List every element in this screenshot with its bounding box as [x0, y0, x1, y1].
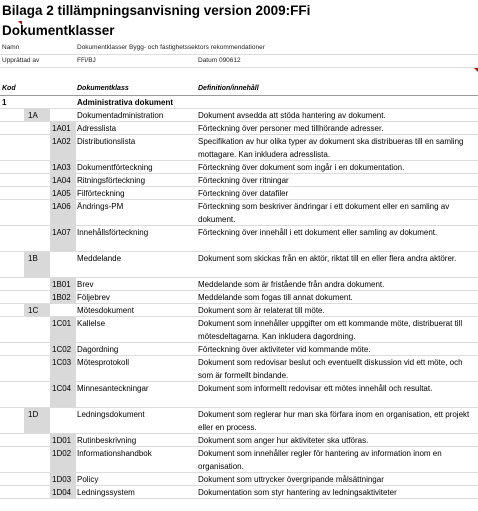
cell-class-code: 1A01 — [52, 124, 71, 133]
meta-row-name — [0, 42, 478, 55]
cell-subgroup-code — [28, 317, 48, 342]
cell-subgroup-code — [28, 135, 48, 160]
document-subtitle: Dokumentklasser — [2, 23, 115, 38]
table-row — [0, 226, 478, 252]
cell-dokumentklass: Administrativa dokument — [77, 98, 174, 107]
meta-author-label: Upprättad av — [2, 57, 40, 64]
cell-dokumentklass: Innehållsförteckning — [77, 228, 149, 237]
cell-class-code: 1C04 — [52, 384, 72, 393]
cell-kod — [2, 447, 24, 472]
cell-subgroup-code — [28, 486, 48, 498]
cell-definition — [198, 96, 476, 108]
table-row — [0, 174, 478, 187]
cell-kod — [2, 122, 24, 134]
cell-class-code: 1A07 — [52, 228, 71, 237]
table-row — [0, 408, 478, 434]
cell-dokumentklass: Minnesanteckningar — [77, 384, 149, 393]
cell-dokumentklass: Adresslista — [77, 124, 117, 133]
cell-dokumentklass: Policy — [77, 475, 99, 484]
cell-subgroup-code — [28, 291, 48, 303]
cell-class-code: 1A05 — [52, 189, 71, 198]
cell-definition: Dokument som anger hur aktiviteter ska utföras. — [198, 436, 369, 445]
cell-definition: Förteckning över aktiviteter vid kommande möte. — [198, 345, 371, 354]
cell-kod — [2, 187, 24, 199]
table-row — [0, 486, 478, 499]
cell-kod — [2, 408, 24, 433]
cell-definition: Dokument som skickas från en aktör, riktat till en eller flera andra aktörer. — [198, 254, 457, 263]
comment-marker — [474, 68, 478, 72]
cell-dokumentklass: Informationshandbok — [77, 449, 152, 458]
cell-class-code — [52, 96, 76, 108]
meta-author-value: FFi/BJ — [77, 57, 96, 64]
cell-class-code: 1A06 — [52, 202, 71, 211]
cell-subgroup-code — [28, 200, 48, 225]
cell-kod: 1 — [2, 98, 7, 107]
cell-dokumentklass: Mötesdokument — [77, 306, 134, 315]
table-row — [0, 343, 478, 356]
cell-subgroup-code: 1A — [28, 111, 38, 120]
cell-definition: Specifikation av hur olika typer av dokument ska distribueras till en samling mottagare. Kan inkludera adresslista. — [198, 137, 464, 159]
cell-class-code: 1D02 — [52, 449, 72, 458]
cell-subgroup-code — [28, 96, 48, 108]
cell-definition: Dokument som informellt redovisar ett mötes innehåll och resultat. — [198, 384, 433, 393]
cell-class-code: 1B02 — [52, 293, 71, 302]
cell-kod — [2, 473, 24, 485]
cell-subgroup-code — [28, 356, 48, 381]
cell-kod — [2, 278, 24, 290]
cell-dokumentklass: Mötesprotokoll — [77, 358, 130, 367]
table-row — [0, 278, 478, 291]
cell-definition: Förteckning över personer med tillhörande adresser. — [198, 124, 384, 133]
cell-class-code — [52, 408, 76, 433]
table-row — [0, 473, 478, 486]
cell-dokumentklass: Ändrings-PM — [77, 202, 124, 211]
cell-kod — [2, 317, 24, 342]
cell-subgroup-code — [28, 434, 48, 446]
table-row — [0, 161, 478, 174]
cell-subgroup-code — [28, 447, 48, 472]
cell-subgroup-code — [28, 174, 48, 186]
cell-definition: Dokument som reglerar hur man ska förfara inom en organisation, ett projekt eller en process. — [198, 410, 470, 432]
meta-row-author — [0, 55, 478, 68]
cell-class-code: 1C03 — [52, 358, 72, 367]
cell-subgroup-code: 1D — [28, 410, 39, 419]
header-dokumentklass: Dokumentklass — [77, 85, 129, 92]
cell-dokumentklass: Rutinbeskrivning — [77, 436, 137, 445]
cell-definition: Dokumentation som styr hantering av ledningsaktiviteter — [198, 488, 397, 497]
table-header — [0, 83, 478, 96]
cell-kod — [2, 343, 24, 355]
cell-kod — [2, 200, 24, 225]
cell-kod — [2, 135, 24, 160]
cell-subgroup-code — [28, 161, 48, 173]
cell-subgroup-code: 1C — [28, 306, 39, 315]
cell-definition: Förteckning över datafiler — [198, 189, 289, 198]
cell-subgroup-code — [28, 343, 48, 355]
header-kod: Kod — [2, 85, 16, 92]
cell-dokumentklass: Meddelande — [77, 254, 122, 263]
table-row — [0, 96, 478, 109]
cell-definition: Meddelande som är fristående från andra dokument. — [198, 280, 385, 289]
table-row — [0, 317, 478, 343]
cell-class-code — [52, 252, 76, 277]
cell-kod — [2, 382, 24, 407]
cell-dokumentklass: Ledningsdokument — [77, 410, 145, 419]
table-row — [0, 447, 478, 473]
cell-dokumentklass: Ledningssystem — [77, 488, 135, 497]
cell-definition: Dokument som är relaterat till möte. — [198, 306, 325, 315]
cell-dokumentklass: Dokumentförteckning — [77, 163, 153, 172]
cell-class-code: 1D01 — [52, 436, 72, 445]
table-row — [0, 291, 478, 304]
cell-dokumentklass: Kallelse — [77, 319, 106, 328]
cell-kod — [2, 226, 24, 251]
cell-kod — [2, 356, 24, 381]
cell-kod — [2, 291, 24, 303]
cell-subgroup-code — [28, 473, 48, 485]
cell-class-code: 1D04 — [52, 488, 72, 497]
cell-class-code — [52, 109, 76, 121]
cell-definition: Förteckning över ritningar — [198, 176, 289, 185]
cell-dokumentklass: Dokumentadministration — [77, 111, 164, 120]
cell-definition: Meddelande som fogas till annat dokument. — [198, 293, 353, 302]
cell-class-code: 1A04 — [52, 176, 71, 185]
cell-kod — [2, 304, 24, 316]
cell-kod — [2, 109, 24, 121]
cell-class-code: 1A02 — [52, 137, 71, 146]
cell-class-code — [52, 304, 76, 316]
cell-kod — [2, 486, 24, 498]
meta-name-label: Namn — [2, 44, 20, 51]
cell-subgroup-code — [28, 382, 48, 407]
cell-definition: Dokument som uttrycker övergripande målsättningar — [198, 475, 384, 484]
header-definition: Definition/innehåll — [198, 85, 259, 92]
table-row — [0, 135, 478, 161]
cell-dokumentklass: Distributionslista — [77, 137, 136, 146]
table-row — [0, 356, 478, 382]
table-row — [0, 200, 478, 226]
cell-class-code: 1C02 — [52, 345, 72, 354]
table-row — [0, 304, 478, 317]
cell-definition: Dokument avsedda att stöda hantering av dokument. — [198, 111, 386, 120]
cell-subgroup-code — [28, 278, 48, 290]
meta-date-value: Datum 090612 — [198, 57, 241, 64]
cell-dokumentklass: Dagordning — [77, 345, 119, 354]
table-row — [0, 187, 478, 200]
document-title: Bilaga 2 tillämpningsanvisning version 2009:FFi — [2, 3, 311, 18]
meta-name-value: Dokumentklasser Bygg- och fastighetssektors rekommendationer — [77, 44, 265, 51]
cell-kod — [2, 434, 24, 446]
table-row — [0, 109, 478, 122]
table-row — [0, 382, 478, 408]
cell-subgroup-code — [28, 122, 48, 134]
cell-dokumentklass: Brev — [77, 280, 94, 289]
cell-definition: Förteckning över dokument som ingår i en dokumentation. — [198, 163, 405, 172]
cell-subgroup-code: 1B — [28, 254, 38, 263]
cell-definition: Dokument som innehåller uppgifter om ett kommande möte, distribuerat till mötesdeltagarna. Kan inkludera dagordning. — [198, 319, 463, 341]
cell-dokumentklass: Filförteckning — [77, 189, 125, 198]
table-row — [0, 122, 478, 135]
cell-class-code: 1B01 — [52, 280, 71, 289]
table-row — [0, 252, 478, 278]
cell-kod — [2, 252, 24, 277]
cell-class-code: 1D03 — [52, 475, 72, 484]
cell-subgroup-code — [28, 187, 48, 199]
cell-kod — [2, 161, 24, 173]
cell-definition: Dokument som redovisar beslut och eventuellt diskussion vid ett möte, och som är formellt bindande. — [198, 358, 463, 380]
cell-definition: Förteckning som beskriver ändringar i ett dokument eller en samling av dokument. — [198, 202, 450, 224]
cell-class-code: 1C01 — [52, 319, 72, 328]
cell-definition: Dokument som innehåller regler för hantering av information inom en organisation. — [198, 449, 442, 471]
cell-definition: Förteckning över innehåll i ett dokument eller samling av dokument. — [198, 228, 438, 237]
table-row — [0, 434, 478, 447]
cell-kod — [2, 174, 24, 186]
cell-subgroup-code — [28, 226, 48, 251]
cell-dokumentklass: Följebrev — [77, 293, 110, 302]
cell-dokumentklass: Ritningsförteckning — [77, 176, 146, 185]
cell-class-code: 1A03 — [52, 163, 71, 172]
